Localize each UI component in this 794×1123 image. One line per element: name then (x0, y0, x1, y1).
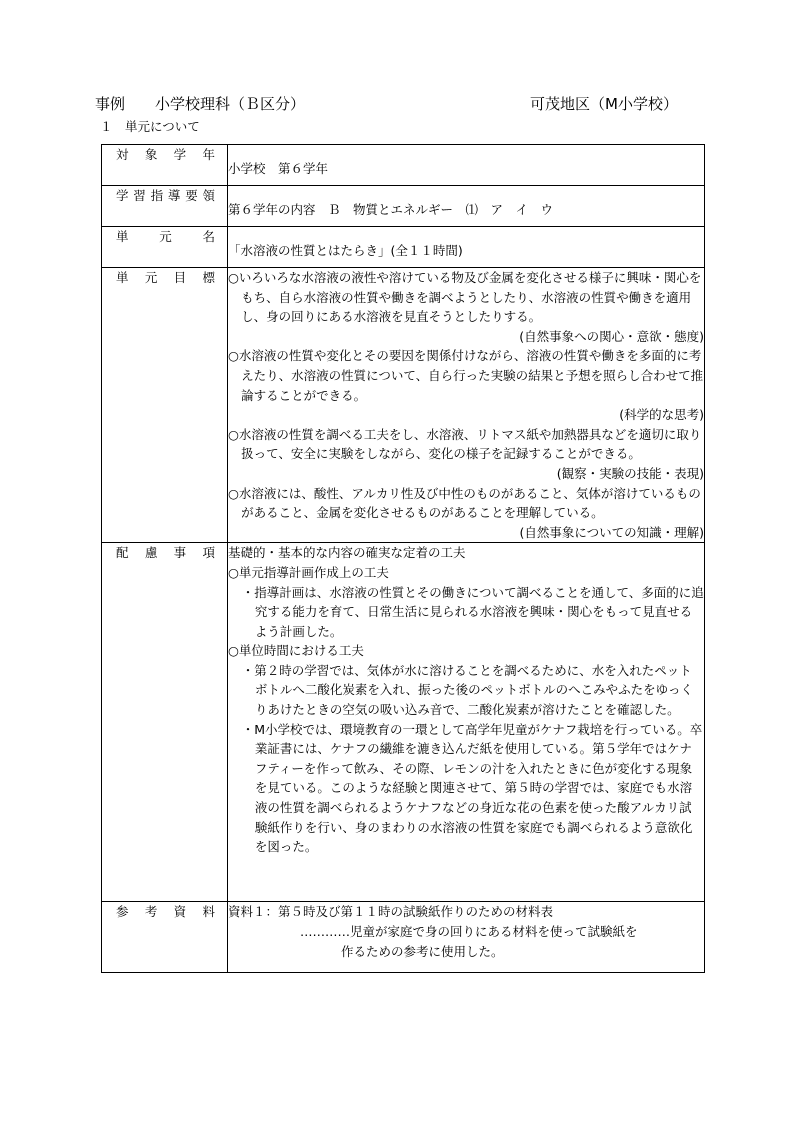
references-content (228, 902, 705, 973)
goal-item: ○いろいろな水溶液の液性や溶けている物及び金属を変化させる様子に興味・関心をもち、自ら水溶液の性質や働きを調べようとしたり、水溶液の性質や働きを適用し、身の回りにある水溶液を見直そうとしたりする。 (228, 270, 702, 325)
table-row-unit-name (102, 227, 705, 268)
goal-item: ○水溶液には、酸性、アルカリ性及び中性のものがあること、気体が溶けているものがあること、金属を変化させるものがあることを理解している。 (228, 485, 701, 521)
table-row-unit-goals (102, 268, 705, 543)
row-label: 配 慮 事 項 (116, 545, 215, 561)
row-label: 単 元 目 標 (116, 270, 215, 285)
goal-tag: (自然事象についての知識・理解) (519, 524, 704, 540)
table-row-guideline (102, 186, 705, 227)
label-cell (102, 268, 228, 543)
unit-name-value: 「水溶液の性質とはたらき」(全１１時間) (228, 227, 705, 268)
section-heading: １ 単元について (100, 119, 200, 134)
row-label: 参 考 資 料 (116, 904, 215, 920)
notes-bullet: ・指導計画は、水溶液の性質とその働きについて調べることを通して、多面的に追究する能力を育て、日常生活に見られる水溶液を興味・関心をもって見直せるよう計画した。 (241, 584, 704, 639)
label-cell (102, 902, 228, 973)
notes-bullet: ・M小学校では、環境教育の一環として高学年児童がケナフ栽培を行っている。卒業証書には、ケナフの繊維を漉き込んだ紙を使用している。第５学年ではケナフティーを作って飲み、その際、レモンの汁を入れたときに色が変化する現象を見ている。このような経験と関連させて、第５時の学習では、家庭でも水溶液の性質を調べられるようケナフなどの身近な花の色素を使った酸アルカリ試験紙作りを行い、身のまわりの水溶液の性質を家庭でも調べられるよう意欲化を図った。 (241, 721, 703, 855)
table-row-references (102, 902, 705, 973)
notes-intro: 基礎的・基本的な内容の確実な定着の工夫 (228, 545, 466, 561)
goal-tag: (科学的な思考) (619, 407, 704, 423)
region-label: 可茂地区（M小学校） (530, 95, 678, 113)
goal-item: ○水溶液の性質を調べる工夫をし、水溶液、リトマス紙や加熱器具などを適切に取り扱って、安全に実験をしながら、変化の様子を記録することができる。 (228, 426, 702, 462)
reference-title: 資料１：第５時及び第１１時の試験紙作りのための材料表 (228, 904, 554, 920)
row-label: 対 象 学 年 (116, 147, 215, 162)
reference-description: …………児童が家庭で身の回りにある材料を使って試験紙を (300, 923, 638, 939)
label-cell (102, 186, 228, 227)
guideline-value: 第６学年の内容 Ｂ 物質とエネルギー ⑴ ア イ ウ (228, 186, 705, 227)
goal-tag: (観察・実験の技能・表現) (556, 465, 704, 481)
reference-description: 作るための参考に使用した。 (341, 943, 504, 959)
unit-goals-content (228, 268, 705, 543)
notes-subheading: ○単元指導計画作成上の工夫 (228, 564, 389, 580)
label-cell (102, 543, 228, 902)
considerations-content (228, 543, 705, 902)
row-label: 単 元 名 (116, 229, 215, 244)
target-grade-value: 小学校 第６学年 (228, 145, 705, 186)
notes-subheading: ○単位時間における工夫 (228, 643, 364, 659)
goal-tag: (自然事象への関心・意欲・態度) (519, 328, 704, 344)
row-label: 学 習 指 導 要 領 (116, 188, 215, 203)
document-title: 事例 小学校理科（Ｂ区分） (95, 95, 306, 113)
table-row-target-grade (102, 145, 705, 186)
label-cell (102, 145, 228, 186)
notes-bullet: ・第２時の学習では、気体が水に溶けることを調べるために、水を入れたペットボトルへ二酸化炭素を入れ、振った後のペットボトルのへこみやふたをゆっくりあけたときの空気の吸い込み音で、二酸化炭素が溶けたことを確認した。 (241, 662, 694, 718)
goal-item: ○水溶液の性質や変化とその要因を関係付けながら、溶液の性質や働きを多面的に考えたり、水溶液の性質について、自ら行った実験の結果と予想を照らし合わせて推論することができる。 (228, 348, 704, 403)
table-row-considerations (102, 543, 705, 902)
unit-table (101, 144, 705, 973)
label-cell (102, 227, 228, 268)
